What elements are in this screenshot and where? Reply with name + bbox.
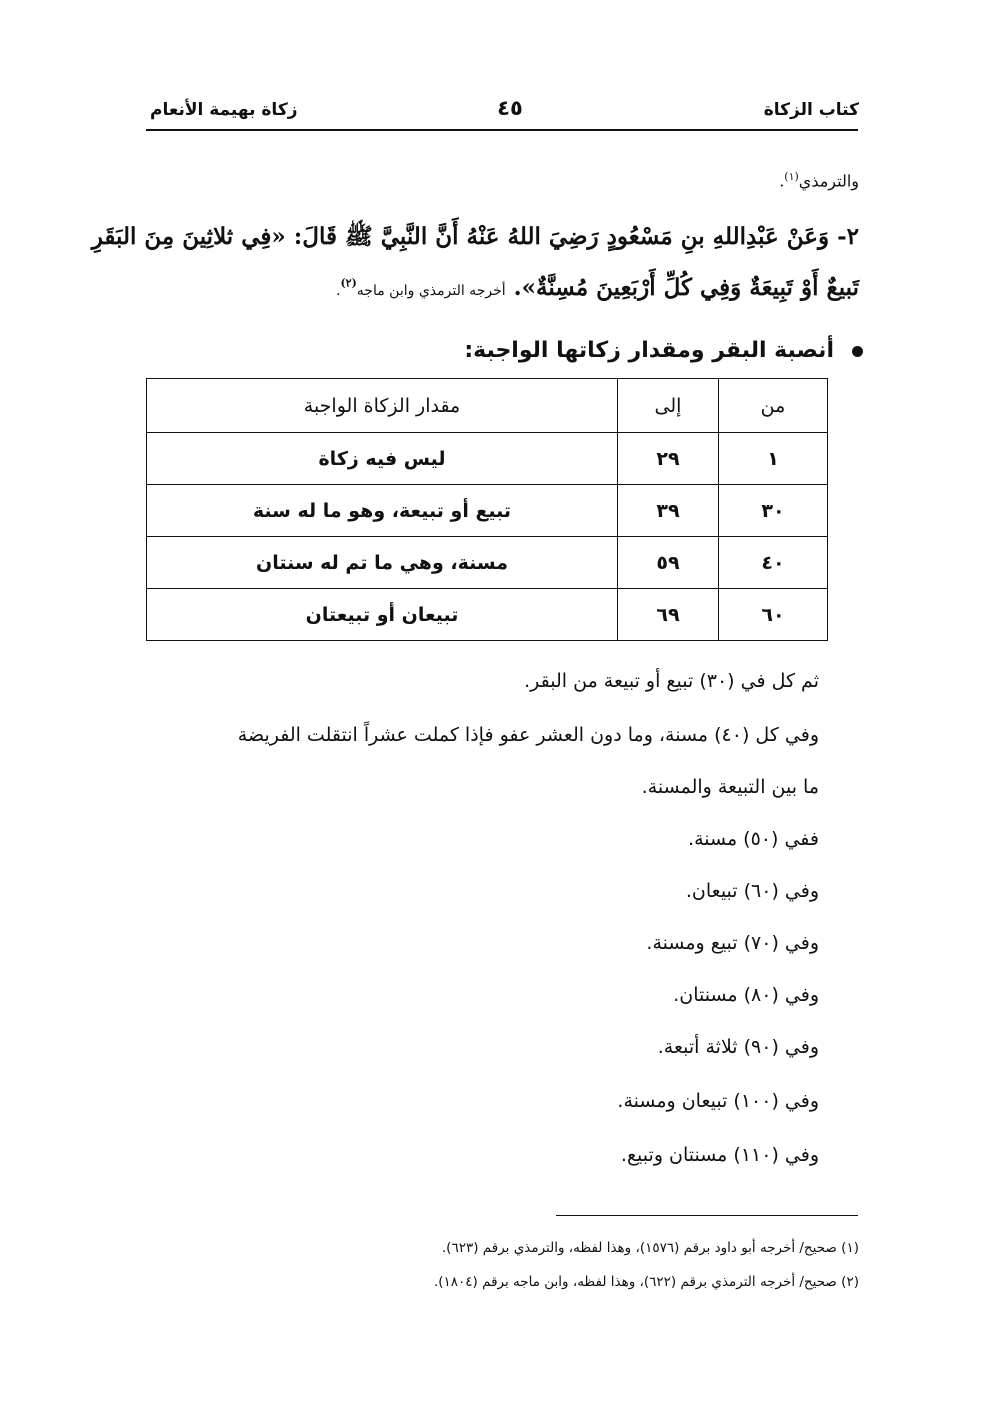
- nisab-table: [146, 378, 828, 641]
- bullet-icon: [852, 346, 863, 357]
- cell-from: ٤٠: [719, 537, 828, 589]
- footnote-ref-2: (٢): [340, 276, 357, 290]
- hadith-source: أخرجه الترمذي وابن ماجه: [356, 283, 506, 299]
- cell-from: ٦٠: [719, 589, 828, 641]
- cell-amount: تبيع أو تبيعة، وهو ما له سنة: [147, 485, 618, 537]
- cell-amount: تبيعان أو تبيعتان: [147, 589, 618, 641]
- header-page-number: ٤٥: [497, 96, 523, 120]
- example-line: وفي (١١٠) مسنتان وتبيع.: [620, 1144, 819, 1166]
- table-row: [147, 433, 828, 485]
- cell-amount: ليس فيه زكاة: [147, 433, 618, 485]
- example-line: وفي (٧٠) تبيع ومسنة.: [646, 932, 819, 954]
- header-to: إلى: [618, 379, 719, 433]
- example-line: وفي (٩٠) ثلاثة أتبعة.: [657, 1036, 819, 1058]
- header-chapter-title: زكاة بهيمة الأنعام: [150, 100, 298, 120]
- section-heading-text: أنصبة البقر ومقدار زكاتها الواجبة:: [464, 338, 834, 363]
- example-line: ففي (٥٠) مسنة.: [688, 828, 819, 850]
- cell-to: ٣٩: [618, 485, 719, 537]
- header-rule: [146, 129, 858, 131]
- header-from: من: [719, 379, 828, 433]
- table-header-row: [147, 379, 828, 433]
- cell-to: ٢٩: [618, 433, 719, 485]
- header-amount: مقدار الزكاة الواجبة: [147, 379, 618, 433]
- example-line: وفي (٦٠) تبيعان.: [685, 880, 819, 902]
- intro-text: والترمذي: [798, 171, 859, 191]
- hadith-text: تَبيعٌ أَوْ تَبِيعَةٌ وَفِي كُلِّ أَرْبَعِينَ مُسِنَّةٌ».: [513, 274, 859, 301]
- section-heading: [146, 338, 863, 363]
- body-paragraph-2-line-2: ما بين التبيعة والمسنة.: [641, 776, 819, 798]
- cell-amount: مسنة، وهي ما تم له سنتان: [147, 537, 618, 589]
- intro-end: .: [779, 171, 785, 191]
- header-book-title: كتاب الزكاة: [763, 100, 859, 120]
- body-paragraph-1: ثم كل في (٣٠) تبيع أو تبيعة من البقر.: [524, 670, 819, 692]
- hadith-line-2: [146, 274, 859, 301]
- cell-from: ٣٠: [719, 485, 828, 537]
- footnote-2: (٢) صحيح/ أخرجه الترمذي برقم (٦٢٢)، وهذا لفظه، وابن ماجه برقم (١٨٠٤).: [433, 1274, 859, 1290]
- example-line: وفي (١٠٠) تبيعان ومسنة.: [617, 1090, 819, 1112]
- table-row: [147, 537, 828, 589]
- intro-fragment: [146, 170, 859, 190]
- hadith-end: .: [335, 283, 341, 299]
- cell-to: ٥٩: [618, 537, 719, 589]
- hadith-line-1: ٢- وَعَنْ عَبْدِاللهِ بنِ مَسْعُودٍ رَضِيَ اللهُ عَنْهُ أَنَّ النَّبِيَّ ﷺ قَالَ: «فِي ثلاثِينَ مِنَ البَقَرِ: [91, 223, 859, 250]
- footnote-rule: [556, 1215, 858, 1216]
- cell-to: ٦٩: [618, 589, 719, 641]
- footnote-1: (١) صحيح/ أخرجه أبو داود برقم (١٥٧٦)، وهذا لفظه، والترمذي برقم (٦٢٣).: [441, 1240, 859, 1256]
- cell-from: ١: [719, 433, 828, 485]
- table-row: [147, 485, 828, 537]
- example-line: وفي (٨٠) مسنتان.: [673, 984, 819, 1006]
- body-paragraph-2-line-1: وفي كل (٤٠) مسنة، وما دون العشر عفو فإذا كملت عشراً انتقلت الفريضة: [237, 724, 819, 746]
- footnote-ref-1: (١): [784, 170, 799, 183]
- table-row: [147, 589, 828, 641]
